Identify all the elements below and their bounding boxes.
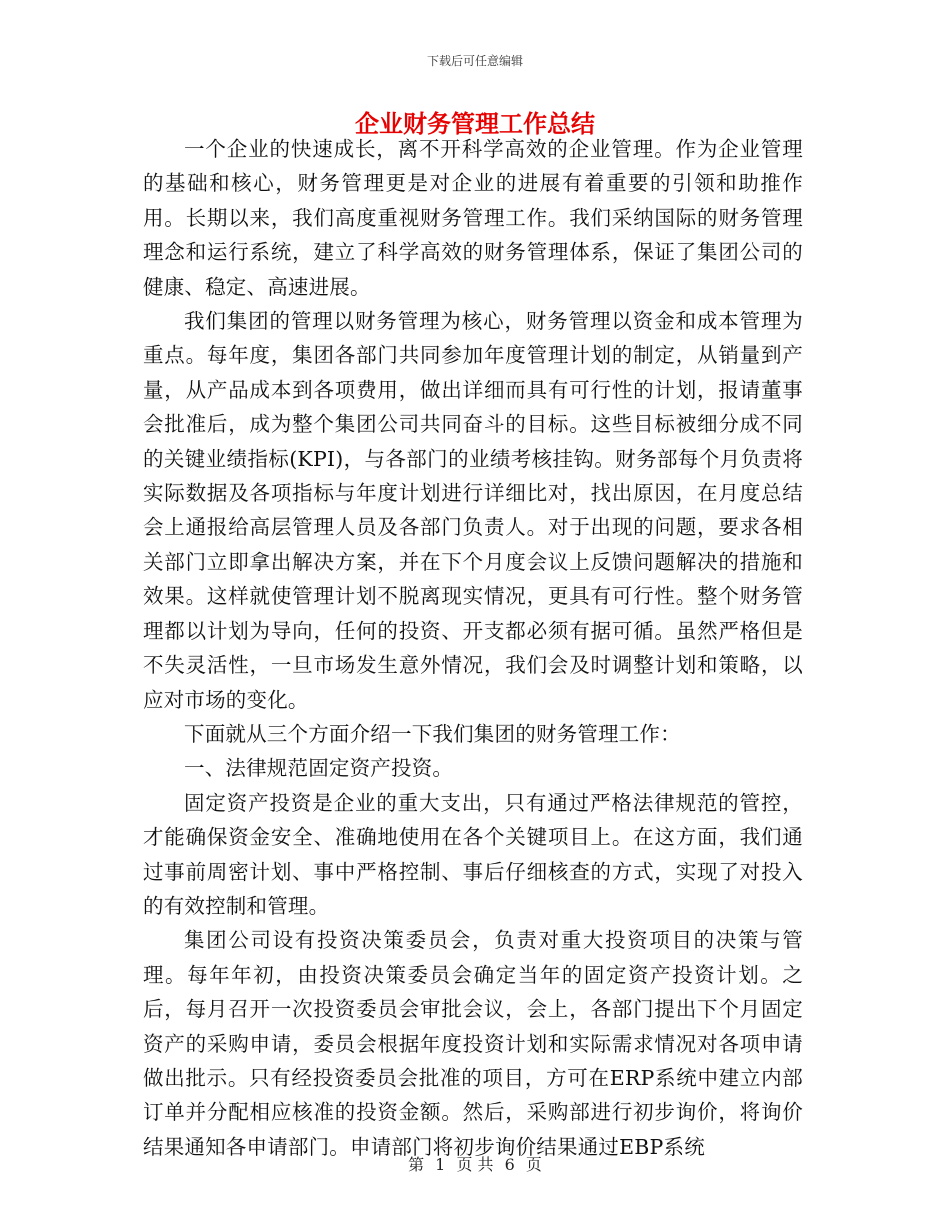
header-note: 下载后可任意编辑 — [426, 54, 523, 68]
paragraph-financial-core: 我们集团的管理以财务管理为核心，财务管理以资金和成本管理为重点。每年度，集团各部门共同参加年度管理计划的制定，从销量到产量，从产品成本到各项费用，做出详细而具有可行性的计划，报请董事会批准后，成为整个集团公司共同奋斗的目标。这些目标被细分成不同的关键业绩指标(KPI)，与各部门的业绩考核挂钩。财务部每个月负责将实际数据及各项指标与年度计划进行详细比对，找出原因，在月度总结会上通报给高层管理人员及各部门负责人。对于出现的问题，要求各相关部门立即拿出解决方案，并在下个月度会议上反馈问题解决的措施和效果。这样就使管理计划不脱离现实情况，更具有可行性。整个财务管理都以计划为导向，任何的投资、开支都必须有据可循。虽然严格但是不失灵活性，一旦市场发生意外情况，我们会及时调整计划和策略，以应对市场的变化。 — [143, 309, 804, 712]
footer-current-page: 1 — [435, 1155, 446, 1174]
paragraph-overview: 下面就从三个方面介绍一下我们集团的财务管理工作： — [184, 721, 681, 746]
section-heading-1: 一、法律规范固定资产投资。 — [184, 756, 454, 781]
document-title: 企业财务管理工作总结 — [355, 109, 595, 138]
footer-middle: 页 共 — [456, 1155, 494, 1174]
footer-total-pages: 6 — [504, 1155, 515, 1174]
paragraph-intro: 一个企业的快速成长，离不开科学高效的企业管理。作为企业管理的基础和核心，财务管理更是对企业的进展有着重要的引领和助推作用。长期以来，我们高度重视财务管理工作。我们采纳国际的财务管理理念和运行系统，建立了科学高效的财务管理体系，保证了集团公司的健康、稳定、高速进展。 — [143, 137, 803, 299]
document-body — [143, 132, 803, 1164]
paragraph-investment-committee: 集团公司设有投资决策委员会，负责对重大投资项目的决策与管理。每年年初，由投资决策委员会确定当年的固定资产投资计划。之后，每月召开一次投资委员会审批会议，会上，各部门提出下个月固定资产的采购申请，委员会根据年度投资计划和实际需求情况对各项申请做出批示。只有经投资委员会批准的项目，方可在ERP系统中建立内部订单并分配相应核准的投资金额。然后，采购部进行初步询价，将询价结果通知各申请部门。申请部门将初步询价结果通过EBP系统 — [143, 928, 803, 1159]
page-footer — [0, 1152, 950, 1175]
paragraph-fixed-assets: 固定资产投资是企业的重大支出，只有通过严格法律规范的管控，才能确保资金安全、准确地使用在各个关键项目上。在这方面，我们通过事前周密计划、事中严格控制、事后仔细核查的方式，实现了对投入的有效控制和管理。 — [143, 790, 803, 918]
footer-prefix: 第 — [408, 1155, 425, 1174]
footer-suffix: 页 — [525, 1155, 542, 1174]
